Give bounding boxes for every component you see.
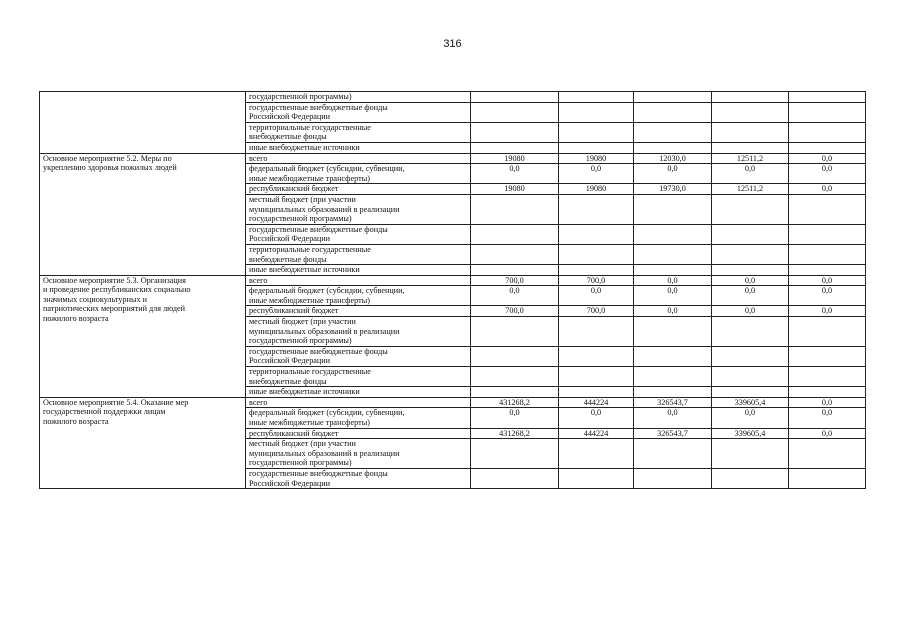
value-cell: [634, 142, 712, 153]
funding-source-cell: федеральный бюджет (субсидии, субвенции, иные межбюджетные трансферты): [246, 408, 471, 428]
measure-cell: Основное мероприятие 5.2. Меры по укреплению здоровья пожилых людей: [40, 153, 246, 275]
value-cell: [634, 346, 712, 366]
page-number: 316: [443, 38, 462, 50]
value-cell: 0,0: [471, 164, 559, 184]
value-cell: [471, 387, 559, 398]
value-cell: 0,0: [471, 408, 559, 428]
value-cell: [712, 194, 789, 224]
value-cell: [634, 122, 712, 142]
value-cell: 0,0: [634, 286, 712, 306]
funding-source-cell: местный бюджет (при участии муниципальных образований в реализации государственной программы): [246, 439, 471, 469]
value-cell: 700,0: [471, 306, 559, 317]
value-cell: [559, 367, 634, 387]
funding-source-cell: территориальные государственные внебюджетные фонды: [246, 122, 471, 142]
value-cell: [559, 317, 634, 347]
value-cell: [712, 468, 789, 488]
value-cell: 0,0: [634, 275, 712, 286]
value-cell: [634, 244, 712, 264]
value-cell: 431268,2: [471, 397, 559, 408]
value-cell: [471, 317, 559, 347]
measure-cell: [40, 92, 246, 154]
value-cell: 0,0: [634, 306, 712, 317]
value-cell: 0,0: [712, 408, 789, 428]
value-cell: [712, 142, 789, 153]
value-cell: 700,0: [471, 275, 559, 286]
value-cell: 0,0: [789, 184, 866, 195]
funding-source-cell: иные внебюджетные источники: [246, 265, 471, 276]
value-cell: [634, 387, 712, 398]
value-cell: [634, 265, 712, 276]
value-cell: [559, 468, 634, 488]
value-cell: [634, 224, 712, 244]
value-cell: [634, 439, 712, 469]
value-cell: 0,0: [559, 164, 634, 184]
measure-cell: Основное мероприятие 5.3. Организация и проведение республиканских социально значимых социокультурных и патриотических мероприятий для людей пожилого возраста: [40, 275, 246, 397]
measure-cell: Основное мероприятие 5.4. Оказание мер государственной поддержки лицам пожилого возраста: [40, 397, 246, 488]
value-cell: [712, 224, 789, 244]
value-cell: 0,0: [559, 286, 634, 306]
value-cell: [789, 244, 866, 264]
funding-source-cell: федеральный бюджет (субсидии, субвенции, иные межбюджетные трансферты): [246, 164, 471, 184]
funding-source-cell: республиканский бюджет: [246, 184, 471, 195]
value-cell: 12511,2: [712, 184, 789, 195]
value-cell: 12511,2: [712, 153, 789, 164]
funding-source-cell: государственные внебюджетные фонды Российской Федерации: [246, 468, 471, 488]
value-cell: [789, 265, 866, 276]
funding-source-cell: всего: [246, 153, 471, 164]
table-row: [40, 275, 866, 286]
value-cell: 19080: [471, 184, 559, 195]
value-cell: [471, 122, 559, 142]
funding-source-cell: всего: [246, 275, 471, 286]
value-cell: 0,0: [789, 428, 866, 439]
value-cell: [471, 265, 559, 276]
value-cell: [634, 194, 712, 224]
value-cell: [634, 102, 712, 122]
value-cell: [471, 468, 559, 488]
value-cell: [789, 367, 866, 387]
value-cell: [559, 346, 634, 366]
value-cell: [471, 102, 559, 122]
funding-source-cell: государственные внебюджетные фонды Российской Федерации: [246, 346, 471, 366]
value-cell: 0,0: [789, 164, 866, 184]
value-cell: 0,0: [471, 286, 559, 306]
value-cell: 339605,4: [712, 428, 789, 439]
value-cell: [789, 92, 866, 103]
value-cell: 0,0: [789, 153, 866, 164]
value-cell: [559, 387, 634, 398]
value-cell: 339605,4: [712, 397, 789, 408]
value-cell: [559, 142, 634, 153]
value-cell: [559, 102, 634, 122]
value-cell: [559, 92, 634, 103]
value-cell: 19080: [559, 153, 634, 164]
value-cell: [471, 92, 559, 103]
value-cell: [789, 122, 866, 142]
value-cell: 19080: [559, 184, 634, 195]
value-cell: [471, 346, 559, 366]
value-cell: [789, 439, 866, 469]
funding-source-cell: республиканский бюджет: [246, 306, 471, 317]
value-cell: 0,0: [712, 286, 789, 306]
value-cell: [789, 142, 866, 153]
value-cell: 0,0: [789, 275, 866, 286]
value-cell: [471, 194, 559, 224]
value-cell: 326543,7: [634, 397, 712, 408]
value-cell: 12030,0: [634, 153, 712, 164]
funding-source-cell: иные внебюджетные источники: [246, 142, 471, 153]
value-cell: [712, 265, 789, 276]
value-cell: [789, 468, 866, 488]
value-cell: 0,0: [789, 306, 866, 317]
table-row: [40, 397, 866, 408]
value-cell: 0,0: [559, 408, 634, 428]
value-cell: 0,0: [634, 408, 712, 428]
funding-source-cell: федеральный бюджет (субсидии, субвенции, иные межбюджетные трансферты): [246, 286, 471, 306]
value-cell: [559, 244, 634, 264]
value-cell: 326543,7: [634, 428, 712, 439]
value-cell: 0,0: [712, 164, 789, 184]
value-cell: [559, 224, 634, 244]
value-cell: 700,0: [559, 275, 634, 286]
value-cell: [634, 468, 712, 488]
value-cell: 0,0: [789, 286, 866, 306]
funding-source-cell: государственные внебюджетные фонды Российской Федерации: [246, 224, 471, 244]
value-cell: [559, 265, 634, 276]
value-cell: [712, 346, 789, 366]
value-cell: [471, 439, 559, 469]
funding-source-cell: территориальные государственные внебюджетные фонды: [246, 367, 471, 387]
funding-source-cell: иные внебюджетные источники: [246, 387, 471, 398]
funding-source-cell: местный бюджет (при участии муниципальных образований в реализации государственной программы): [246, 317, 471, 347]
value-cell: 0,0: [789, 408, 866, 428]
value-cell: 444224: [559, 428, 634, 439]
funding-source-cell: государственной программы): [246, 92, 471, 103]
value-cell: [789, 387, 866, 398]
funding-source-cell: территориальные государственные внебюджетные фонды: [246, 244, 471, 264]
value-cell: [559, 122, 634, 142]
funding-source-cell: государственные внебюджетные фонды Российской Федерации: [246, 102, 471, 122]
value-cell: 0,0: [712, 275, 789, 286]
value-cell: [712, 439, 789, 469]
value-cell: [789, 224, 866, 244]
value-cell: [712, 102, 789, 122]
table-row: [40, 92, 866, 103]
value-cell: [559, 439, 634, 469]
funding-source-cell: всего: [246, 397, 471, 408]
value-cell: [634, 92, 712, 103]
value-cell: [471, 367, 559, 387]
value-cell: [471, 244, 559, 264]
value-cell: 0,0: [712, 306, 789, 317]
value-cell: [559, 194, 634, 224]
value-cell: [712, 122, 789, 142]
table-row: [40, 153, 866, 164]
value-cell: 444224: [559, 397, 634, 408]
value-cell: [789, 194, 866, 224]
value-cell: [712, 92, 789, 103]
value-cell: [712, 317, 789, 347]
value-cell: [634, 367, 712, 387]
funding-source-cell: местный бюджет (при участии муниципальных образований в реализации государственной программы): [246, 194, 471, 224]
value-cell: [712, 244, 789, 264]
value-cell: [789, 317, 866, 347]
value-cell: [789, 102, 866, 122]
value-cell: [712, 387, 789, 398]
budget-table: [39, 91, 866, 489]
value-cell: [471, 142, 559, 153]
value-cell: [471, 224, 559, 244]
value-cell: [712, 367, 789, 387]
value-cell: 0,0: [789, 397, 866, 408]
value-cell: [789, 346, 866, 366]
value-cell: 19730,0: [634, 184, 712, 195]
funding-source-cell: республиканский бюджет: [246, 428, 471, 439]
value-cell: 19080: [471, 153, 559, 164]
value-cell: 0,0: [634, 164, 712, 184]
value-cell: 700,0: [559, 306, 634, 317]
value-cell: [634, 317, 712, 347]
value-cell: 431268,2: [471, 428, 559, 439]
